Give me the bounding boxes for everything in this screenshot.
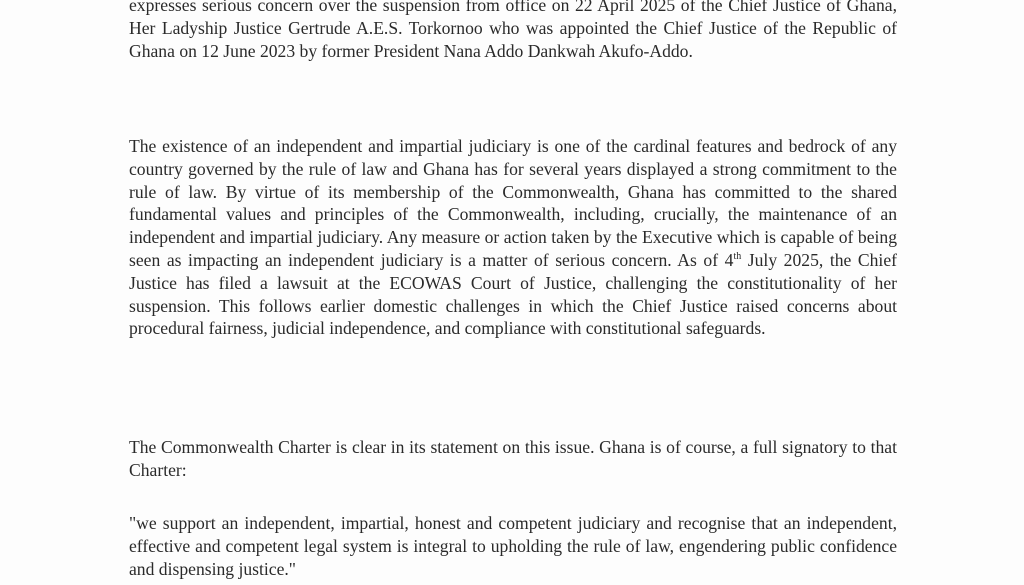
charter-quotation: "we support an independent, impartial, honest and competent judiciary and recognise that an independent, effective and competent legal system is integral to upholding the rule of law, engendering public confidence and dispensing justice." xyxy=(129,513,897,579)
paragraph-suspension-concern: expresses serious concern over the suspension from office on 22 April 2025 of the Chief Justice of Ghana, Her Ladyship Justice Gertrude A.E.S. Torkornoo who was appointed the Chief Justice of the Republic of Ghana on 12 June 2023 by former President Nana Addo Dankwah Akufo-Addo. xyxy=(129,0,897,61)
paragraph-text-before-superscript: The existence of an independent and impartial judiciary is one of the cardinal features and bedrock of any country governed by the rule of law and Ghana has for several years displayed a strong commitment to the rule of law. By virtue of its membership of the Commonwealth, Ghana has committed to the shared fundamental values and principles of the Commonwealth, including, crucially, the maintenance of an independent and impartial judiciary. Any measure or action taken by the Executive which is capable of being seen as impacting an independent judiciary is a matter of serious concern. As of 4 xyxy=(129,136,897,270)
paragraph-independent-judiciary xyxy=(129,135,897,340)
ordinal-superscript: th xyxy=(733,251,742,263)
paragraph-commonwealth-charter: The Commonwealth Charter is clear in its statement on this issue. Ghana is of course, a full signatory to that Charter: xyxy=(129,437,897,480)
paragraph-text-after-superscript: July 2025, the Chief Justice has filed a lawsuit at the ECOWAS Court of Justice, challenging the constitutionality of her suspension. This follows earlier domestic challenges in which the Chief Justice raised concerns about procedural fairness, judicial independence, and compliance with constitutional safeguards. xyxy=(129,249,897,339)
